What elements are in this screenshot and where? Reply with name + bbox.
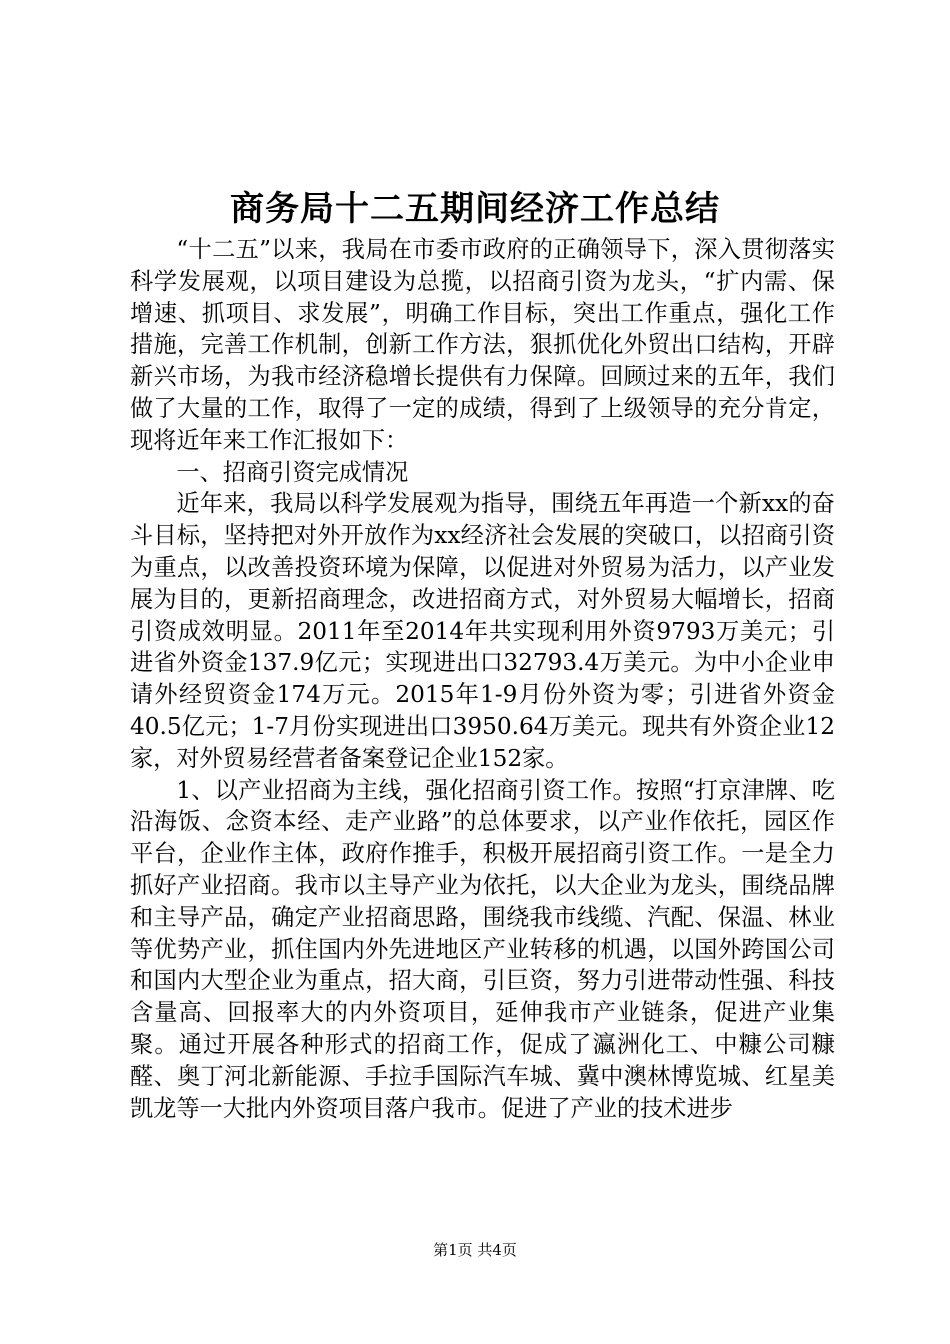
page-number-footer: 第1页 共4页 (433, 1241, 517, 1259)
document-title: 商务局十二五期间经济工作总结 (230, 189, 720, 229)
section-heading: 一、招商引资完成情况 (176, 458, 409, 486)
paragraph-intro: “十二五”以来，我局在市委市政府的正确领导下，深入贯彻落实科学发展观，以项目建设为总揽，以招商引资为龙头，“扩内需、保增速、抓项目、求发展”，明确工作目标，突出工作重点，强化工作措施，完善工作机制，创新工作方法，狠抓优化外贸出口结构，开辟新兴市场，为我市经济稳增长提供有力保障。回顾过来的五年，我们做了大量的工作，取得了一定的成绩，得到了上级领导的充分肯定，现将近年来工作汇报如下： (130, 236, 835, 454)
paragraph-overview: 近年来，我局以科学发展观为指导，围绕五年再造一个新xx的奋斗目标，坚持把对外开放作为xx经济社会发展的突破口，以招商引资为重点，以改善投资环境为保障，以促进对外贸易为活力，以产业发展为目的，更新招商理念，改进招商方式，对外贸易大幅增长，招商引资成效明显。2011年至2014年共实现利用外资9793万美元；引进省外资金137.9亿元；实现进出口32793.4万美元。为中小企业申请外经贸资金174万元。2015年1-9月份外资为零；引进省外资金40.5亿元；1-7月份实现进出口3950.64万美元。现共有外资企业12家，对外贸易经营者备案登记企业152家。 (130, 490, 835, 772)
document-body (130, 234, 835, 1124)
paragraph-industry-investment: 1、以产业招商为主线，强化招商引资工作。按照“打京津牌、吃沿海饭、念资本经、走产业路”的总体要求，以产业作依托，园区作平台，企业作主体，政府作推手，积极开展招商引资工作。一是全力抓好产业招商。我市以主导产业为依托，以大企业为龙头，围绕品牌和主导产品，确定产业招商思路，围绕我市线缆、汽配、保温、林业等优势产业，抓住国内外先进地区产业转移的机遇，以国外跨国公司和国内大型企业为重点，招大商，引巨资，努力引进带动性强、科技含量高、回报率大的内外资项目，延伸我市产业链条，促进产业集聚。通过开展各种形式的招商工作，促成了瀛洲化工、中糠公司糠醛、奥丁河北新能源、手拉手国际汽车城、冀中澳林博览城、红星美凯龙等一大批内外资项目落户我市。促进了产业的技术进步 (130, 776, 835, 1122)
